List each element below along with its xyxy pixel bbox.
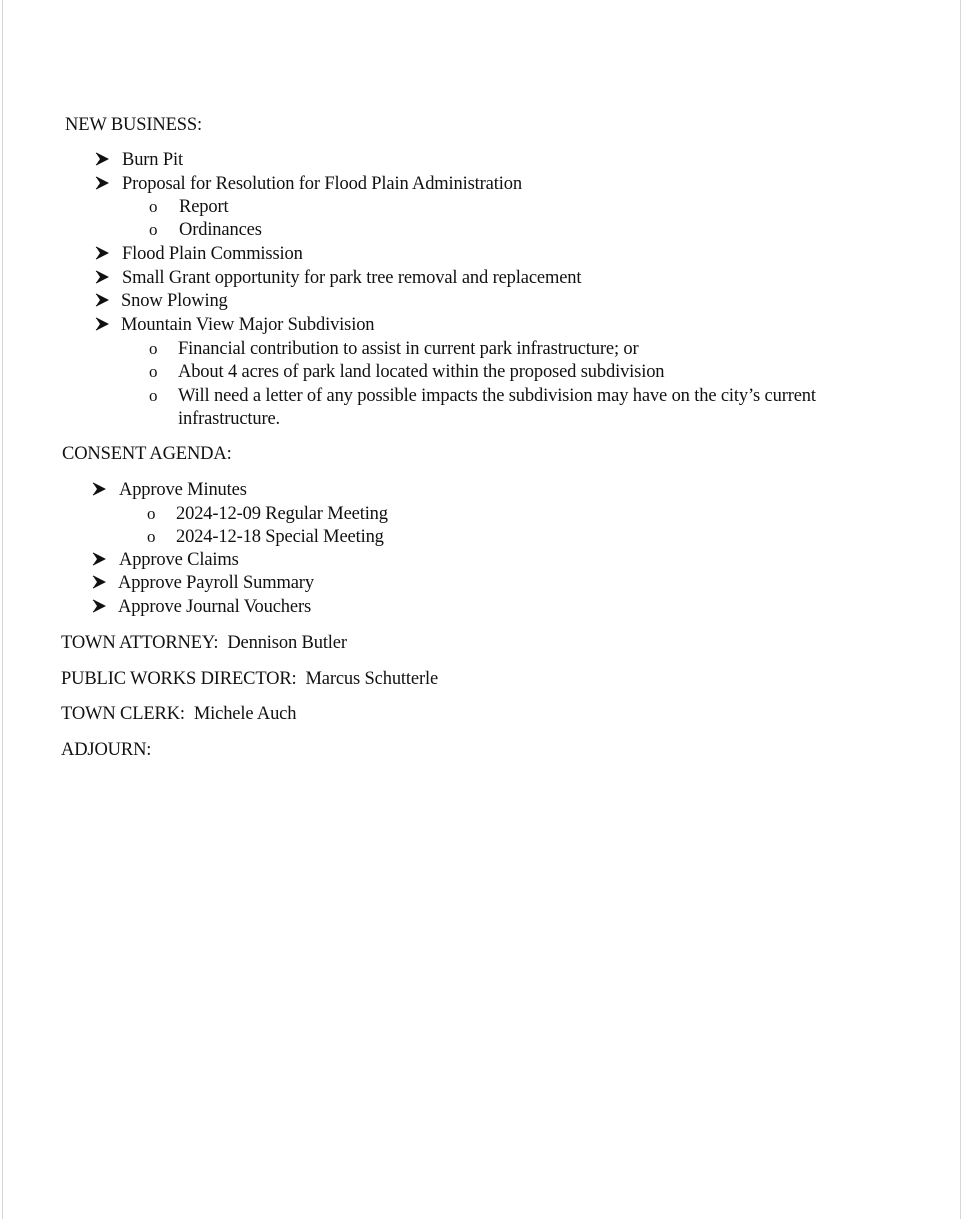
sub-item-ordinances: Ordinances xyxy=(179,220,262,240)
arrow-bullet-icon xyxy=(95,246,109,260)
town-clerk-line: TOWN CLERK: Michele Auch xyxy=(61,704,297,724)
sub-item-report: Report xyxy=(179,197,229,217)
agenda-item-snow-plowing: Snow Plowing xyxy=(121,291,228,311)
agenda-item-approve-minutes: Approve Minutes xyxy=(119,480,247,500)
public-works-director-line: PUBLIC WORKS DIRECTOR: Marcus Schutterle xyxy=(61,669,439,689)
arrow-bullet-icon xyxy=(95,270,109,284)
sub-item-financial-contribution: Financial contribution to assist in current park infrastructure; or xyxy=(178,339,639,359)
arrow-bullet-icon xyxy=(95,293,109,307)
agenda-item-flood-plain-resolution: Proposal for Resolution for Flood Plain Administration xyxy=(122,174,522,194)
circle-bullet-icon: o xyxy=(147,504,156,523)
adjourn-heading: ADJOURN: xyxy=(61,740,152,760)
section-heading-new-business: NEW BUSINESS: xyxy=(65,115,202,135)
arrow-bullet-icon xyxy=(95,317,109,331)
sub-item-special-meeting: 2024-12-18 Special Meeting xyxy=(176,527,384,547)
sub-item-impact-letter-continued: infrastructure. xyxy=(178,409,281,429)
sub-item-park-land: About 4 acres of park land located within the proposed subdivision xyxy=(178,362,665,382)
town-attorney-line: TOWN ATTORNEY: Dennison Butler xyxy=(61,633,347,653)
agenda-item-burn-pit: Burn Pit xyxy=(122,150,183,170)
sub-item-impact-letter: Will need a letter of any possible impacts the subdivision may have on the city’s current xyxy=(178,386,816,406)
circle-bullet-icon: o xyxy=(149,220,158,239)
circle-bullet-icon: o xyxy=(149,197,158,216)
agenda-item-approve-journal-vouchers: Approve Journal Vouchers xyxy=(118,597,312,617)
sub-item-regular-meeting: 2024-12-09 Regular Meeting xyxy=(176,504,388,524)
arrow-bullet-icon xyxy=(92,575,106,589)
circle-bullet-icon: o xyxy=(149,362,158,381)
agenda-item-flood-plain-commission: Flood Plain Commission xyxy=(122,244,303,264)
arrow-bullet-icon xyxy=(95,176,109,190)
arrow-bullet-icon xyxy=(92,482,106,496)
agenda-item-mountain-view-subdivision: Mountain View Major Subdivision xyxy=(121,315,375,335)
document-page xyxy=(2,0,961,1219)
agenda-item-approve-payroll: Approve Payroll Summary xyxy=(118,573,314,593)
section-heading-consent-agenda: CONSENT AGENDA: xyxy=(62,444,232,464)
circle-bullet-icon: o xyxy=(149,386,158,405)
arrow-bullet-icon xyxy=(92,552,106,566)
arrow-bullet-icon xyxy=(95,152,109,166)
agenda-item-approve-claims: Approve Claims xyxy=(119,550,239,570)
circle-bullet-icon: o xyxy=(147,527,156,546)
agenda-item-small-grant: Small Grant opportunity for park tree removal and replacement xyxy=(122,268,582,288)
circle-bullet-icon: o xyxy=(149,339,158,358)
arrow-bullet-icon xyxy=(92,599,106,613)
